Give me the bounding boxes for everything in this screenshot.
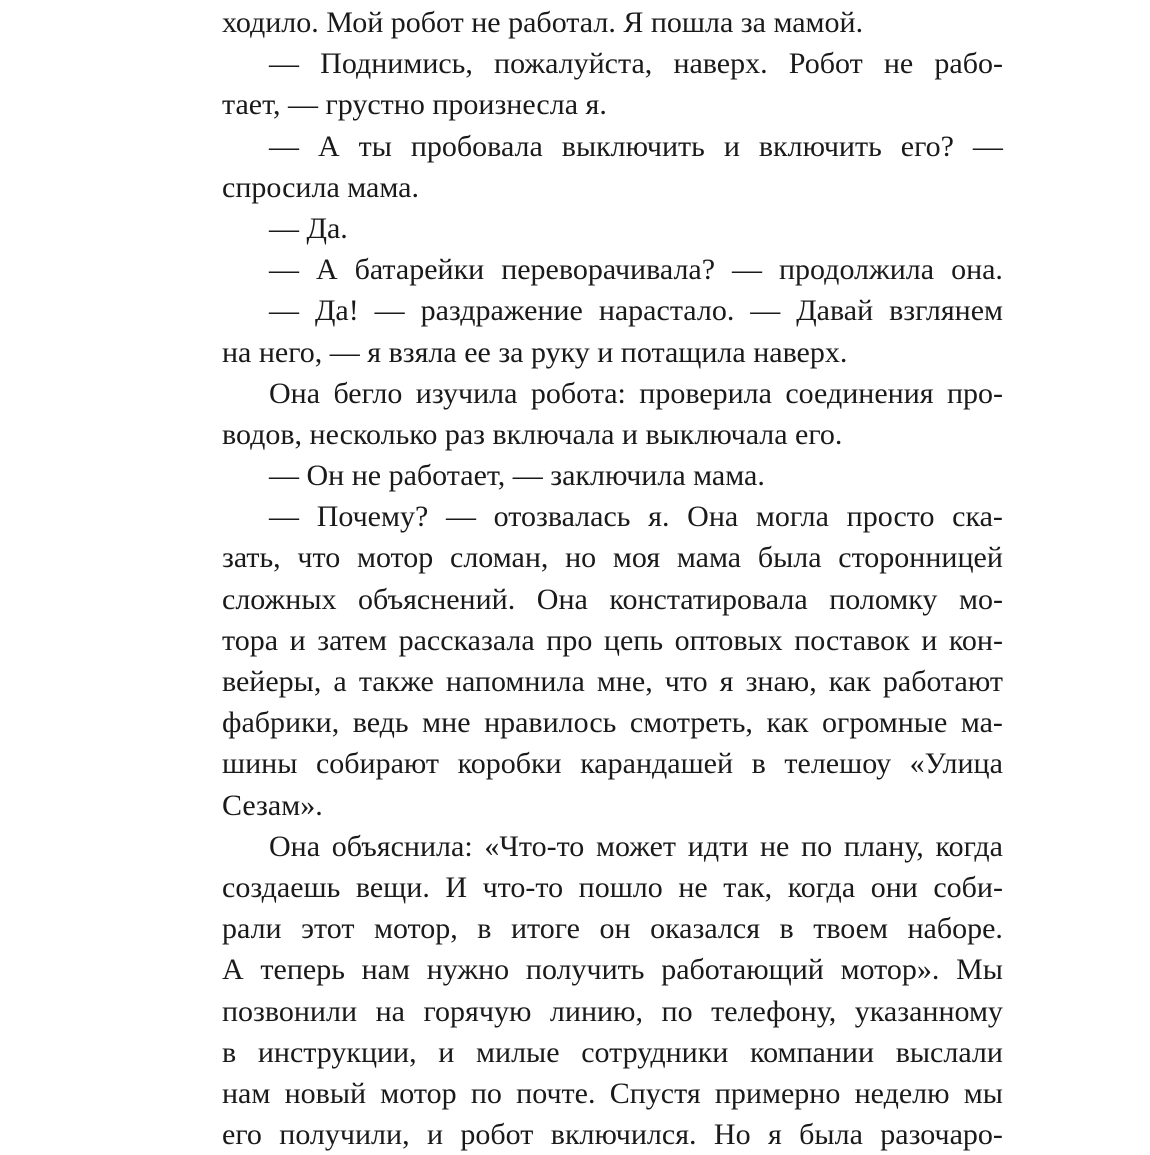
word: выключить bbox=[561, 129, 705, 163]
word: пошло bbox=[578, 870, 663, 904]
word: когда bbox=[935, 829, 1003, 863]
word: Она bbox=[269, 376, 321, 410]
word: рали bbox=[222, 912, 282, 946]
word: а bbox=[333, 665, 347, 698]
word: ты bbox=[358, 129, 392, 163]
word: в bbox=[477, 912, 492, 946]
word: Почему? bbox=[316, 500, 429, 534]
text-line bbox=[222, 743, 1003, 784]
word: Она bbox=[269, 829, 321, 863]
word: ведь bbox=[352, 706, 409, 740]
word: горячую bbox=[423, 994, 532, 1028]
word: смотреть, bbox=[629, 706, 753, 740]
word: выслали bbox=[895, 1035, 1003, 1069]
word: пожалуйста, bbox=[494, 47, 653, 81]
word: неделю bbox=[854, 1076, 950, 1110]
word: когда bbox=[787, 870, 856, 904]
word: мы bbox=[963, 1076, 1003, 1110]
word: изучила bbox=[415, 376, 518, 410]
word: объяснений. bbox=[358, 582, 516, 616]
word: и bbox=[289, 623, 306, 657]
word: что-то bbox=[482, 870, 564, 904]
word: бегло bbox=[333, 376, 403, 410]
word: А bbox=[317, 129, 340, 163]
text-line bbox=[222, 249, 1003, 290]
text-line bbox=[222, 537, 1003, 578]
word: взглянем bbox=[889, 294, 1003, 328]
word: затем bbox=[317, 623, 388, 657]
word: про bbox=[546, 623, 593, 657]
text-line bbox=[222, 290, 1003, 331]
word: его bbox=[222, 1118, 262, 1152]
word: сторонницей bbox=[838, 541, 1003, 575]
word: мне bbox=[422, 706, 471, 740]
word: мотор, bbox=[373, 912, 458, 946]
word: Поднимись, bbox=[320, 47, 473, 81]
word: Спустя bbox=[609, 1076, 701, 1110]
text-line bbox=[222, 126, 1003, 167]
word: нравилось bbox=[484, 706, 617, 740]
word: компании bbox=[750, 1035, 875, 1069]
word: включился. bbox=[550, 1118, 697, 1152]
word: А bbox=[222, 953, 244, 987]
word: была bbox=[757, 541, 822, 575]
text-line bbox=[222, 579, 1003, 620]
word: работающий bbox=[661, 953, 824, 987]
word: также bbox=[358, 665, 434, 698]
word: и bbox=[426, 1118, 444, 1152]
word: идти bbox=[687, 829, 749, 863]
word: рассказала bbox=[398, 623, 535, 657]
word: — bbox=[269, 47, 299, 81]
word: шины bbox=[222, 747, 298, 781]
page-text bbox=[222, 2, 1003, 1155]
word: новый bbox=[284, 1076, 367, 1110]
word: почте. bbox=[516, 1076, 596, 1110]
word: сложных bbox=[222, 582, 337, 616]
word: мне, bbox=[596, 665, 653, 698]
word: нарастало. bbox=[598, 294, 735, 328]
word: кон- bbox=[948, 623, 1003, 657]
word: в bbox=[751, 747, 766, 781]
word: как bbox=[766, 706, 809, 740]
word: на bbox=[375, 994, 405, 1028]
word: мама bbox=[676, 541, 742, 575]
text-line bbox=[222, 826, 1003, 867]
word: не bbox=[760, 829, 790, 863]
text-line: водов, несколько раз включала и выключала его. bbox=[222, 417, 843, 451]
text-line bbox=[222, 867, 1003, 908]
word: Робот bbox=[788, 47, 863, 81]
word: — bbox=[445, 500, 476, 534]
word: но bbox=[565, 541, 597, 575]
word: батарейки bbox=[354, 253, 485, 287]
text-line bbox=[222, 496, 1003, 537]
word: они bbox=[870, 870, 918, 904]
word: объяснила: bbox=[331, 829, 473, 863]
word: нам bbox=[361, 953, 410, 987]
word: мотор». bbox=[840, 953, 940, 987]
word: Она bbox=[687, 500, 739, 534]
text-line bbox=[222, 949, 1003, 990]
word: моя bbox=[612, 541, 661, 575]
word: пробовала bbox=[410, 129, 543, 163]
word: огромные bbox=[822, 706, 948, 740]
text-line: спросила мама. bbox=[222, 170, 419, 204]
word: Мы bbox=[956, 953, 1003, 987]
word: что bbox=[664, 665, 708, 698]
word: по bbox=[470, 1076, 502, 1110]
word: раздражение bbox=[420, 294, 583, 328]
text-line: — Он не работает, — заключила мама. bbox=[269, 459, 765, 493]
word: в bbox=[222, 1035, 237, 1069]
word: знаю, bbox=[745, 665, 817, 698]
word: оптовых bbox=[674, 623, 783, 657]
word: позвонили bbox=[222, 994, 357, 1028]
text-line: на него, — я взяла ее за руку и потащила наверх. bbox=[222, 335, 848, 369]
word: напомнила bbox=[445, 665, 585, 698]
word: про- bbox=[946, 376, 1003, 410]
word: зать, bbox=[222, 541, 281, 575]
word: указанному bbox=[854, 994, 1003, 1028]
word: «Что-то bbox=[484, 829, 585, 863]
word: плану, bbox=[843, 829, 924, 863]
word: Давай bbox=[796, 294, 874, 328]
word: наверх. bbox=[673, 47, 768, 81]
word: — bbox=[750, 294, 781, 328]
word: наборе. bbox=[907, 912, 1003, 946]
word: как bbox=[828, 665, 871, 698]
word: не bbox=[883, 47, 914, 81]
word: ма- bbox=[960, 706, 1003, 740]
word: могла bbox=[755, 500, 829, 534]
word: телефону, bbox=[711, 994, 837, 1028]
word: цепь bbox=[603, 623, 663, 657]
text-line: Сезам». bbox=[222, 788, 323, 822]
word: — bbox=[269, 129, 299, 163]
word: по bbox=[661, 994, 693, 1028]
word: соединения bbox=[785, 376, 934, 410]
word: — bbox=[374, 294, 405, 328]
word: нам bbox=[222, 1076, 271, 1110]
text-line bbox=[222, 702, 1003, 743]
text-line bbox=[222, 661, 1003, 702]
word: мотор bbox=[356, 541, 434, 575]
word: поломку bbox=[829, 582, 938, 616]
book-page bbox=[222, 0, 1003, 1155]
word: он bbox=[599, 912, 631, 946]
word: была bbox=[799, 1118, 863, 1152]
word: линию, bbox=[549, 994, 643, 1028]
word: в bbox=[779, 912, 794, 946]
word: оказался bbox=[650, 912, 761, 946]
word: милые bbox=[476, 1035, 560, 1069]
word: просто bbox=[846, 500, 935, 534]
text-line bbox=[222, 620, 1003, 661]
word: Да! bbox=[314, 294, 359, 328]
word: так, bbox=[723, 870, 773, 904]
text-line bbox=[222, 43, 1003, 84]
text-line bbox=[222, 908, 1003, 949]
word: теперь bbox=[260, 953, 345, 987]
word: собирают bbox=[315, 747, 440, 781]
word: разочаро- bbox=[880, 1118, 1003, 1152]
word: итоге bbox=[510, 912, 580, 946]
word: мо- bbox=[958, 582, 1003, 616]
word: его? bbox=[900, 129, 954, 163]
word: что bbox=[297, 541, 341, 575]
word: И bbox=[445, 870, 468, 904]
word: коробки bbox=[457, 747, 562, 781]
text-line bbox=[222, 1073, 1003, 1114]
word: Она bbox=[536, 582, 588, 616]
word: — bbox=[269, 253, 299, 287]
word: я bbox=[767, 1118, 782, 1152]
word: работают bbox=[882, 665, 1003, 698]
word: создаешь bbox=[222, 870, 341, 904]
word: А bbox=[315, 253, 338, 287]
word: по bbox=[801, 829, 833, 863]
word: робота: bbox=[530, 376, 626, 410]
word: мотор bbox=[380, 1076, 457, 1110]
word: ска- bbox=[952, 500, 1003, 534]
word: «Улица bbox=[909, 747, 1003, 781]
text-line: — Да. bbox=[269, 211, 348, 245]
word: Но bbox=[713, 1118, 751, 1152]
word: не bbox=[678, 870, 708, 904]
word: робот bbox=[460, 1118, 534, 1152]
word: — bbox=[269, 294, 299, 328]
word: я. bbox=[648, 500, 670, 534]
word: отозвалась bbox=[493, 500, 631, 534]
word: я bbox=[719, 665, 734, 698]
word: рабо- bbox=[934, 47, 1003, 81]
text-line bbox=[222, 373, 1003, 414]
word: получить bbox=[525, 953, 645, 987]
word: — bbox=[732, 253, 763, 287]
word: может bbox=[596, 829, 677, 863]
word: и bbox=[921, 623, 938, 657]
text-line bbox=[222, 1114, 1003, 1155]
word: твоем bbox=[813, 912, 888, 946]
word: — bbox=[972, 129, 1003, 163]
word: нужно bbox=[426, 953, 510, 987]
word: вещи. bbox=[355, 870, 430, 904]
word: телешоу bbox=[784, 747, 892, 781]
word: она. bbox=[951, 253, 1003, 287]
word: этот bbox=[301, 912, 355, 946]
word: констатировала bbox=[609, 582, 808, 616]
word: и bbox=[723, 129, 740, 163]
word: и bbox=[438, 1035, 455, 1069]
word: вейеры, bbox=[222, 665, 322, 698]
text-line: ходило. Мой робот не работал. Я пошла за мамой. bbox=[222, 6, 864, 39]
word: фабрики, bbox=[222, 706, 340, 740]
text-line bbox=[222, 991, 1003, 1032]
word: поставок bbox=[794, 623, 910, 657]
word: соби- bbox=[933, 870, 1003, 904]
text-line: тает, — грустно произнесла я. bbox=[222, 88, 607, 122]
word: продолжила bbox=[778, 253, 935, 287]
word: сломан, bbox=[450, 541, 549, 575]
word: примерно bbox=[714, 1076, 841, 1110]
word: карандашей bbox=[580, 747, 734, 781]
word: включить bbox=[758, 129, 882, 163]
word: — bbox=[269, 500, 299, 534]
word: получили, bbox=[279, 1118, 410, 1152]
word: переворачивала? bbox=[501, 253, 716, 287]
word: инструкции, bbox=[257, 1035, 417, 1069]
word: проверила bbox=[639, 376, 772, 410]
text-line bbox=[222, 1032, 1003, 1073]
word: сотрудники bbox=[581, 1035, 729, 1069]
word: тора bbox=[222, 623, 279, 657]
